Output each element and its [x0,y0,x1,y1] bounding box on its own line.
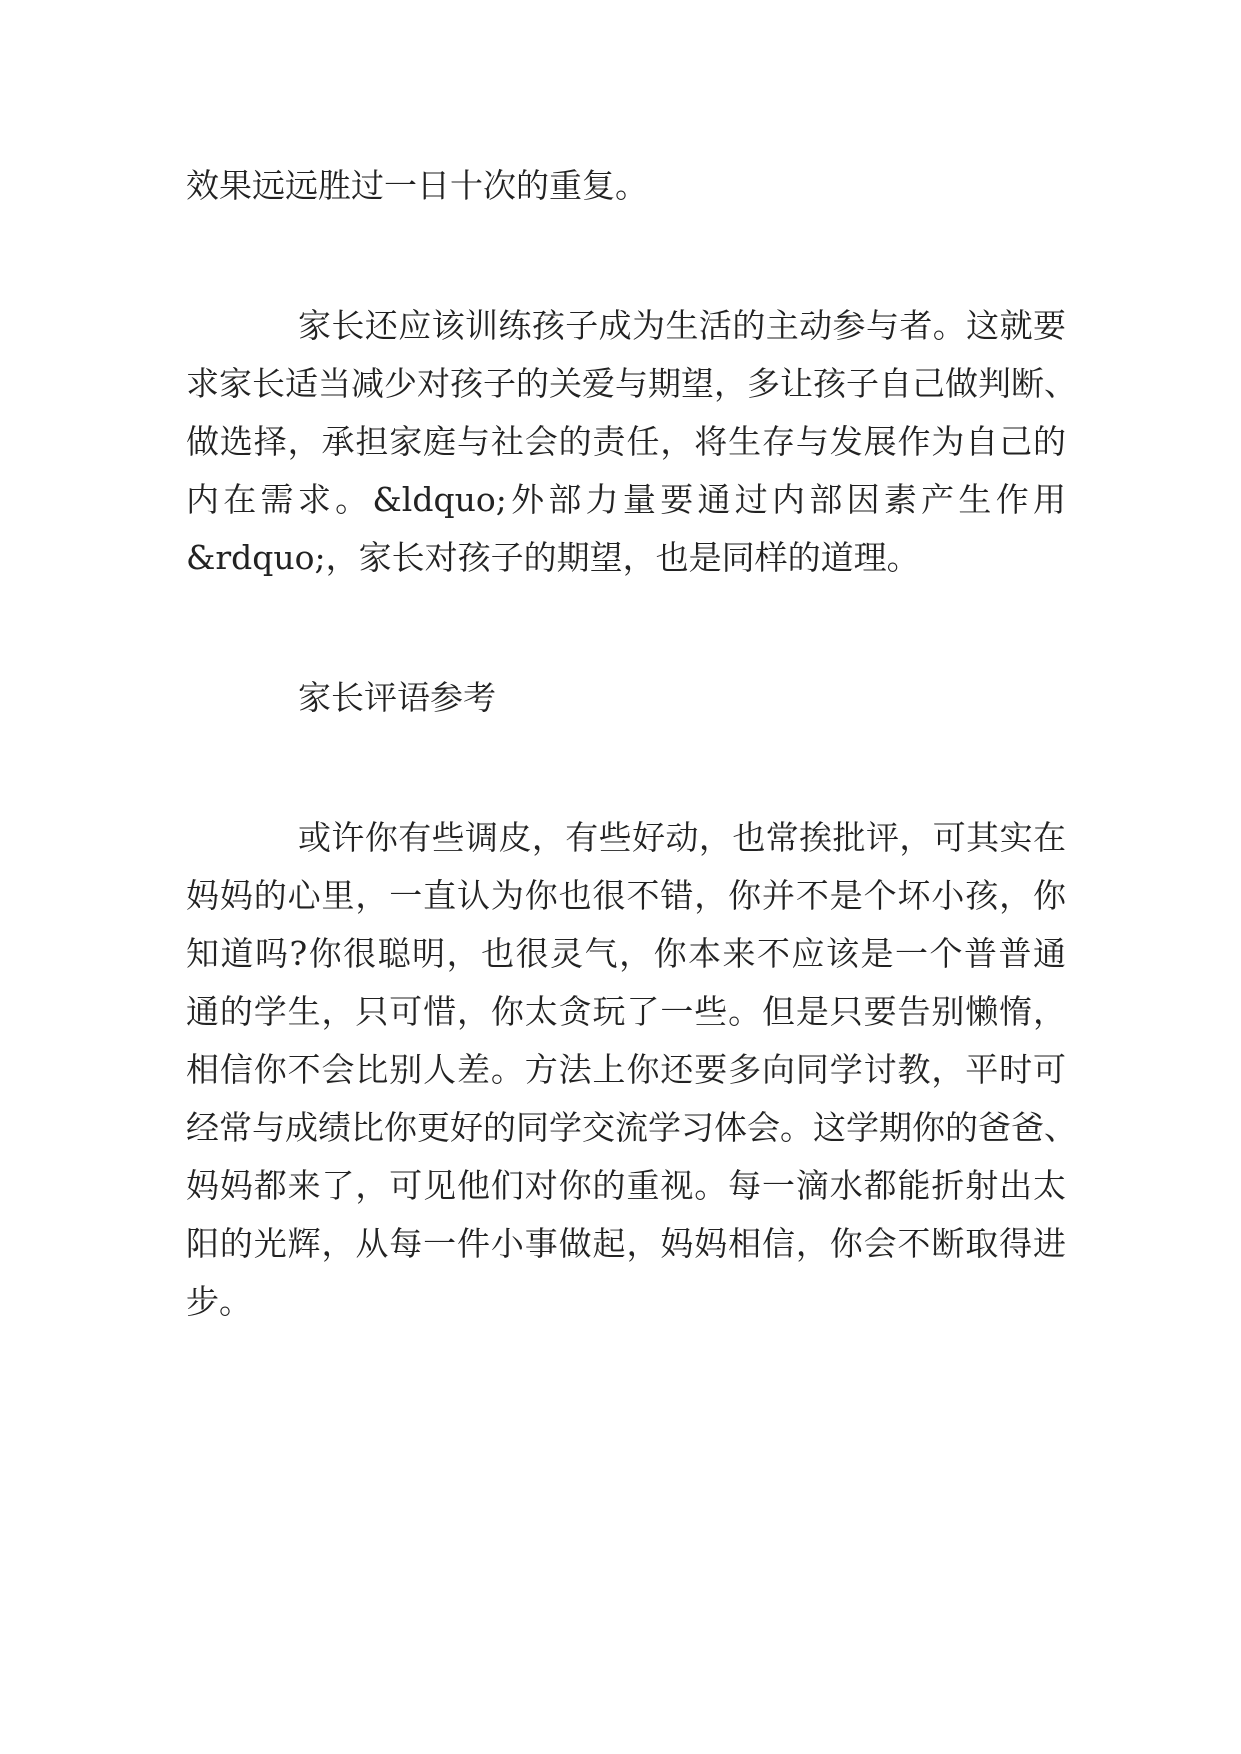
paragraph-3-line-1: 或许你有些调皮，有些好动，也常挨批评，可其实在 [298,818,1066,857]
section-heading: 家长评语参考 [298,678,496,717]
paragraph-2-line-1: 家长还应该训练孩子成为生活的主动参与者。这就要 [298,306,1066,345]
paragraph-1-line-1: 效果远远胜过一日十次的重复。 [186,166,648,205]
paragraph-3-line-8: 阳的光辉，从每一件小事做起，妈妈相信，你会不断取得进 [186,1224,1066,1263]
paragraph-3-line-3: 知道吗?你很聪明，也很灵气，你本来不应该是一个普普通 [186,934,1066,973]
paragraph-3-line-9: 步。 [186,1282,252,1321]
paragraph-2-line-5: &rdquo;，家长对孩子的期望，也是同样的道理。 [186,538,920,577]
paragraph-3-line-2: 妈妈的心里，一直认为你也很不错，你并不是个坏小孩，你 [186,876,1066,915]
paragraph-3-line-7: 妈妈都来了，可见他们对你的重视。每一滴水都能折射出太 [186,1166,1066,1205]
paragraph-2-line-3: 做选择，承担家庭与社会的责任，将生存与发展作为自己的 [186,422,1066,461]
paragraph-3-line-6: 经常与成绩比你更好的同学交流学习体会。这学期你的爸爸、 [186,1108,1077,1147]
paragraph-3-line-4: 通的学生，只可惜，你太贪玩了一些。但是只要告别懒惰， [186,992,1066,1031]
paragraph-2-line-4: 内在需求。&ldquo;外部力量要通过内部因素产生作用 [186,480,1066,519]
paragraph-2-line-2: 求家长适当减少对孩子的关爱与期望，多让孩子自己做判断、 [186,364,1077,403]
paragraph-3-line-5: 相信你不会比别人差。方法上你还要多向同学讨教，平时可 [186,1050,1066,1089]
